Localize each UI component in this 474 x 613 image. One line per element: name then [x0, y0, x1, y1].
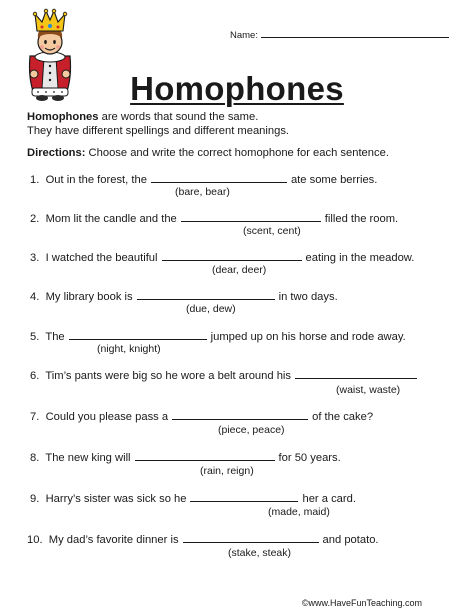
question-text-after: of the cake? — [312, 411, 374, 423]
answer-blank[interactable] — [69, 330, 207, 340]
question-10 — [27, 533, 379, 546]
question-number: 9. — [30, 493, 40, 505]
question-number: 1. — [30, 174, 40, 186]
directions-label: Directions: — [27, 147, 86, 159]
choices-6: (waist, waste) — [336, 384, 401, 396]
question-text-before: Mom lit the candle and the — [45, 213, 177, 225]
directions — [27, 147, 457, 159]
question-text-after: eating in the meadow. — [305, 252, 415, 264]
question-text-after: for 50 years. — [278, 452, 341, 464]
question-text-before: Harry’s sister was sick so he — [45, 493, 187, 505]
question-text-before: Could you please pass a — [45, 411, 169, 423]
choices-7: (piece, peace) — [218, 424, 285, 436]
question-text-after: jumped up on his horse and rode away. — [210, 331, 406, 343]
question-6 — [30, 369, 421, 382]
choices-4: (due, dew) — [186, 303, 236, 315]
question-text-before: My dad’s favorite dinner is — [48, 534, 179, 546]
question-number: 6. — [30, 370, 40, 382]
question-text-before: The new king will — [45, 452, 131, 464]
question-text-before: Tim’s pants were big so he wore a belt around his — [45, 370, 291, 382]
question-4 — [30, 290, 338, 303]
question-number: 4. — [30, 291, 40, 303]
choices-5: (night, knight) — [97, 343, 161, 355]
question-number: 2. — [30, 213, 40, 225]
choices-3: (dear, deer) — [212, 264, 267, 276]
question-1 — [30, 173, 377, 186]
choices-1: (bare, bear) — [175, 186, 230, 198]
answer-blank[interactable] — [181, 212, 321, 222]
question-text-after: her a card. — [302, 493, 356, 505]
choices-8: (rain, reign) — [200, 465, 254, 477]
question-number: 5. — [30, 331, 40, 343]
question-text-before: My library book is — [45, 291, 133, 303]
question-9 — [30, 492, 356, 505]
question-5 — [30, 330, 406, 343]
answer-blank[interactable] — [137, 290, 275, 300]
footer-copyright: ©www.HaveFunTeaching.com — [301, 598, 422, 608]
question-text-before: I watched the beautiful — [45, 252, 158, 264]
name-label: Name: — [230, 30, 258, 41]
choices-2: (scent, cent) — [243, 225, 301, 237]
question-text-before: Out in the forest, the — [45, 174, 147, 186]
question-text-after: in two days. — [278, 291, 338, 303]
answer-blank[interactable] — [151, 173, 287, 183]
answer-blank[interactable] — [190, 492, 298, 502]
choices-10: (stake, steak) — [228, 547, 292, 559]
name-field — [230, 28, 449, 41]
question-8 — [30, 451, 341, 464]
question-text-after: filled the room. — [324, 213, 399, 225]
answer-blank[interactable] — [135, 451, 275, 461]
intro-term: Homophones — [27, 111, 99, 123]
question-text-after: ate some berries. — [290, 174, 378, 186]
question-7 — [30, 410, 373, 423]
intro-line-2: They have different spellings and different meanings. — [27, 125, 290, 137]
question-number: 8. — [30, 452, 40, 464]
choices-9: (made, maid) — [268, 506, 330, 518]
question-text-before: The — [45, 331, 65, 343]
question-text-after: and potato. — [322, 534, 379, 546]
question-number: 10. — [27, 534, 43, 546]
answer-blank[interactable] — [295, 369, 417, 379]
question-2 — [30, 212, 398, 225]
answer-blank[interactable] — [183, 533, 319, 543]
question-number: 7. — [30, 411, 40, 423]
page-title: Homophones — [130, 70, 344, 107]
directions-text: Choose and write the correct homophone for each sentence. — [85, 147, 389, 159]
intro-definition: are words that sound the same. — [98, 111, 259, 123]
intro-text — [27, 110, 457, 138]
question-number: 3. — [30, 252, 40, 264]
answer-blank[interactable] — [162, 251, 302, 261]
name-blank[interactable] — [261, 28, 449, 38]
question-3 — [30, 251, 414, 264]
answer-blank[interactable] — [172, 410, 308, 420]
